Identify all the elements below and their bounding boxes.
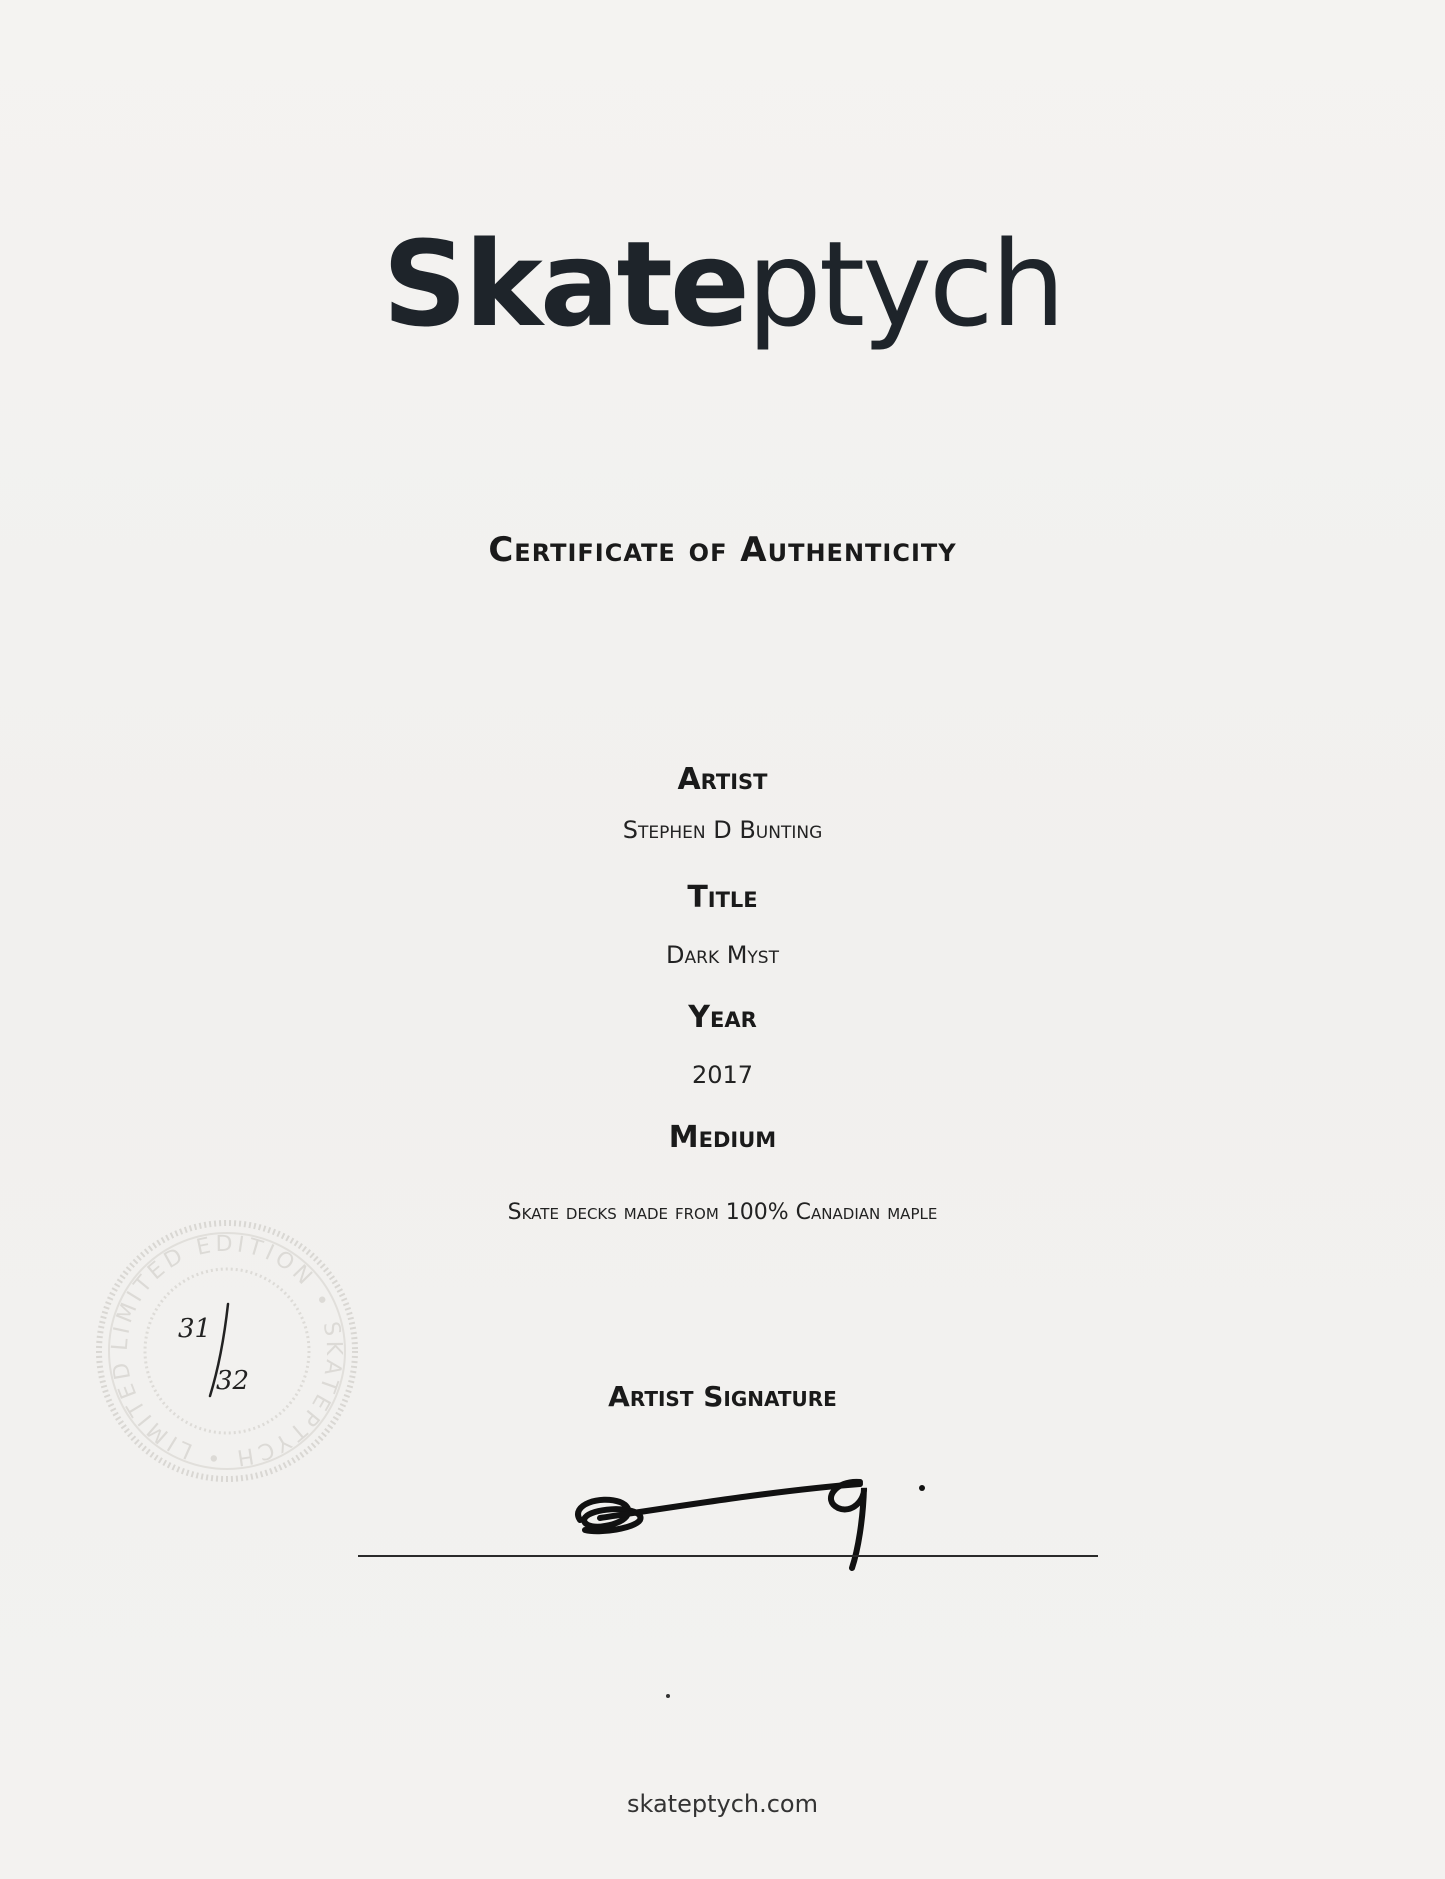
artist-signature: [560, 1460, 940, 1580]
title-value: Dark Myst: [666, 941, 779, 969]
logo-bold-text: Skate: [382, 215, 747, 353]
edition-number: 31: [178, 1314, 212, 1344]
embossed-seal: [92, 1216, 362, 1486]
edition-total: 32: [216, 1366, 250, 1396]
svg-text:LIMITED EDITION • SKATEPTYCH •: LIMITED EDITION • SKATEPTYCH • LIMITED: [107, 1231, 347, 1471]
certificate-title: Certificate of Authenticity: [488, 530, 957, 570]
artist-signature-label: Artist Signature: [608, 1380, 837, 1413]
year-value: 2017: [691, 1061, 754, 1089]
signature-line: [358, 1555, 1098, 1557]
logo-light-text: ptych: [746, 215, 1063, 353]
medium-label: Medium: [668, 1120, 777, 1155]
website-footer: skateptych.com: [626, 1790, 818, 1818]
skateptych-logo: [0, 215, 1445, 353]
ink-dot: [666, 1694, 670, 1698]
artist-label: Artist: [677, 762, 768, 797]
year-label: Year: [688, 1000, 757, 1035]
artist-value: Stephen D Bunting: [622, 816, 823, 844]
medium-value: Skate decks made from 100% Canadian maple: [507, 1200, 938, 1225]
title-label: Title: [687, 880, 758, 915]
